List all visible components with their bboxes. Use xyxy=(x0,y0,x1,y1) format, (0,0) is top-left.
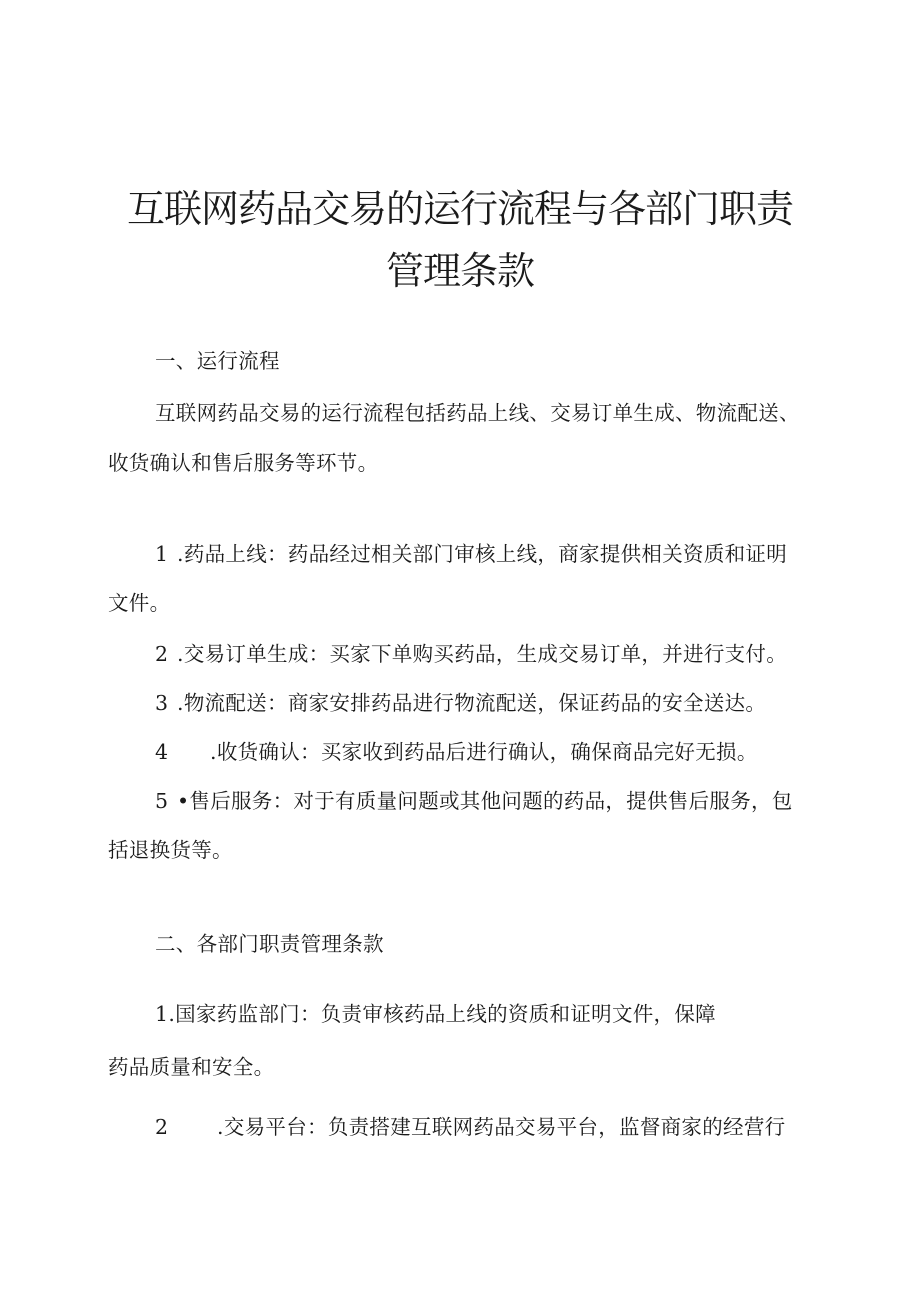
duty-item-1-continuation: 药品质量和安全。 xyxy=(108,1055,275,1079)
section-2-heading: 二、各部门职责管理条款 xyxy=(155,932,384,956)
list-item-text: •售后服务：对于有质量问题或其他问题的药品，提供售后服务，包 xyxy=(177,789,793,813)
section-1-intro-line-1: 互联网药品交易的运行流程包括药品上线、交易订单生成、物流配送、 xyxy=(155,401,800,425)
duty-item-1: 1.国家药监部门：负责审核药品上线的资质和证明文件，保障 xyxy=(155,1002,716,1026)
list-item-4 xyxy=(155,735,758,765)
section-1-heading: 一、运行流程 xyxy=(155,349,280,373)
list-item-number: 1 xyxy=(155,542,169,566)
list-item-5-continuation: 括退换货等。 xyxy=(108,838,233,862)
list-item-text: .交易平台：负责搭建互联网药品交易平台，监督商家的经营行 xyxy=(217,1115,786,1139)
list-item-2 xyxy=(155,637,787,667)
list-item-1-continuation: 文件。 xyxy=(108,591,171,615)
list-item-text: .药品上线：药品经过相关部门审核上线，商家提供相关资质和证明 xyxy=(177,542,788,566)
list-item-number: 4 xyxy=(155,740,169,764)
list-item-text: .收货确认：买家收到药品后进行确认，确保商品完好无损。 xyxy=(210,740,758,764)
document-title-line-1: 互联网药品交易的运行流程与各部门职责 xyxy=(126,187,793,231)
list-item-5 xyxy=(155,784,793,814)
duty-item-2 xyxy=(155,1110,785,1140)
document-title-line-2: 管理条款 xyxy=(385,249,534,293)
list-item-number: 5 xyxy=(155,789,169,813)
list-item-1 xyxy=(155,537,787,567)
list-item-number: 2 xyxy=(155,642,169,666)
list-item-3 xyxy=(155,686,766,716)
list-item-number: 2 xyxy=(155,1115,169,1139)
list-item-text: .物流配送：商家安排药品进行物流配送，保证药品的安全送达。 xyxy=(177,691,767,715)
list-item-number: 3 xyxy=(155,691,169,715)
list-item-text: .交易订单生成：买家下单购买药品，生成交易订单，并进行支付。 xyxy=(177,642,788,666)
section-1-intro-line-2: 收货确认和售后服务等环节。 xyxy=(108,451,379,475)
